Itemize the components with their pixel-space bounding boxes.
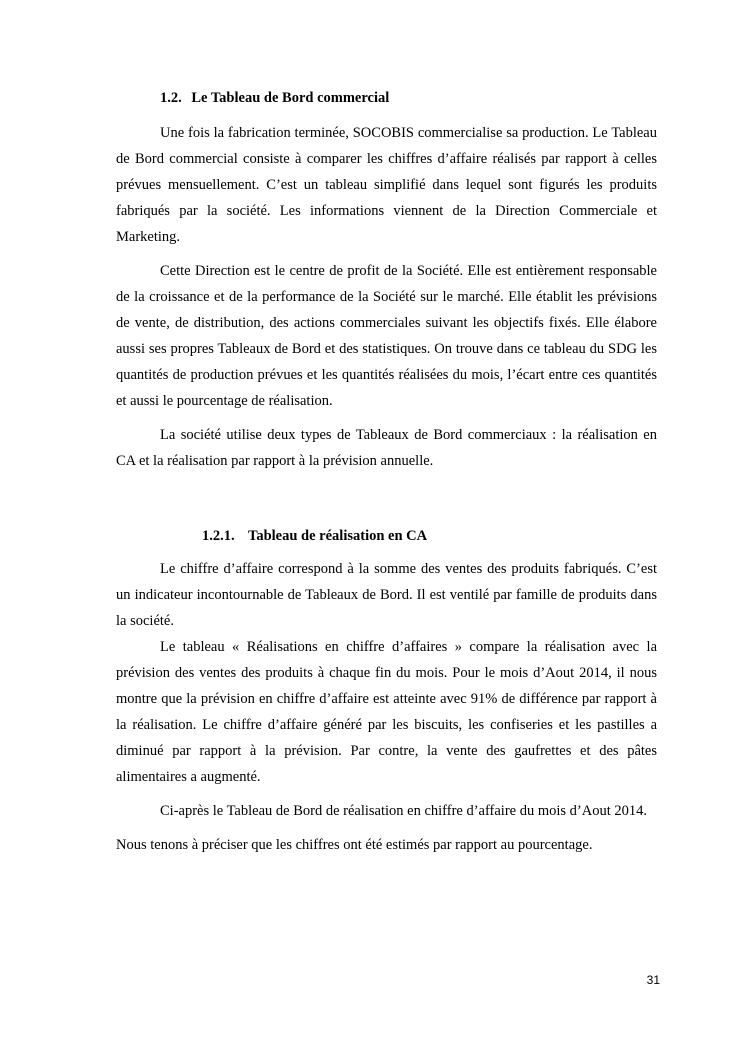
- page-body: [116, 86, 657, 866]
- paragraph: Une fois la fabrication terminée, SOCOBIS commercialise sa production. Le Tableau de Bord commercial consiste à comparer les chiffres d’affaire réalisés par rapport à celles prévues mensuellement. C’est un tableau simplifié dans lequel sont figurés les produits fabriqués par la société. Les informations viennent de la Direction Commerciale et Marketing.: [116, 125, 657, 245]
- section-spacer: [116, 482, 657, 524]
- paragraph: La société utilise deux types de Tableaux de Bord commerciaux : la réalisation en CA et la réalisation par rapport à la prévision annuelle.: [116, 427, 657, 469]
- section-number: 1.2.: [160, 90, 182, 106]
- subsection-title: Tableau de réalisation en CA: [248, 528, 428, 544]
- paragraph: Le tableau « Réalisations en chiffre d’affaires » compare la réalisation avec la prévision des ventes des produits à chaque fin du mois. Pour le mois d’Aout 2014, il nous montre que la prévision en chiffre d’affaire est atteinte avec 91% de différence par rapport à la réalisation. Le chiffre d’affaire généré par les biscuits, les confiseries et les pastilles a diminué par rapport à la prévision. Par contre, la vente des gaufrettes et des pâtes alimentaires a augmenté.: [116, 639, 657, 785]
- section-title: Le Tableau de Bord commercial: [191, 90, 390, 106]
- section-heading-1-2-1: [116, 524, 657, 548]
- page-number: 31: [646, 973, 660, 987]
- section-heading-1-2: [116, 86, 657, 110]
- paragraph: Nous tenons à préciser que les chiffres ont été estimés par rapport au pourcentage.: [116, 837, 593, 853]
- paragraph: Le chiffre d’affaire correspond à la somme des ventes des produits fabriqués. C’est un indicateur incontournable de Tableaux de Bord. Il est ventilé par famille de produits dans la société.: [116, 561, 657, 629]
- paragraph: Cette Direction est le centre de profit de la Société. Elle est entièrement responsable de la croissance et de la performance de la Société sur le marché. Elle établit les prévisions de vente, de distribution, des actions commerciales suivant les objectifs fixés. Elle élabore aussi ses propres Tableaux de Bord et des statistiques. On trouve dans ce tableau du SDG les quantités de production prévues et les quantités réalisées du mois, l’écart entre ces quantités et aussi le pourcentage de réalisation.: [116, 263, 657, 409]
- paragraph: Ci-après le Tableau de Bord de réalisation en chiffre d’affaire du mois d’Aout 2014.: [160, 803, 647, 819]
- subsection-number: 1.2.1.: [202, 528, 235, 544]
